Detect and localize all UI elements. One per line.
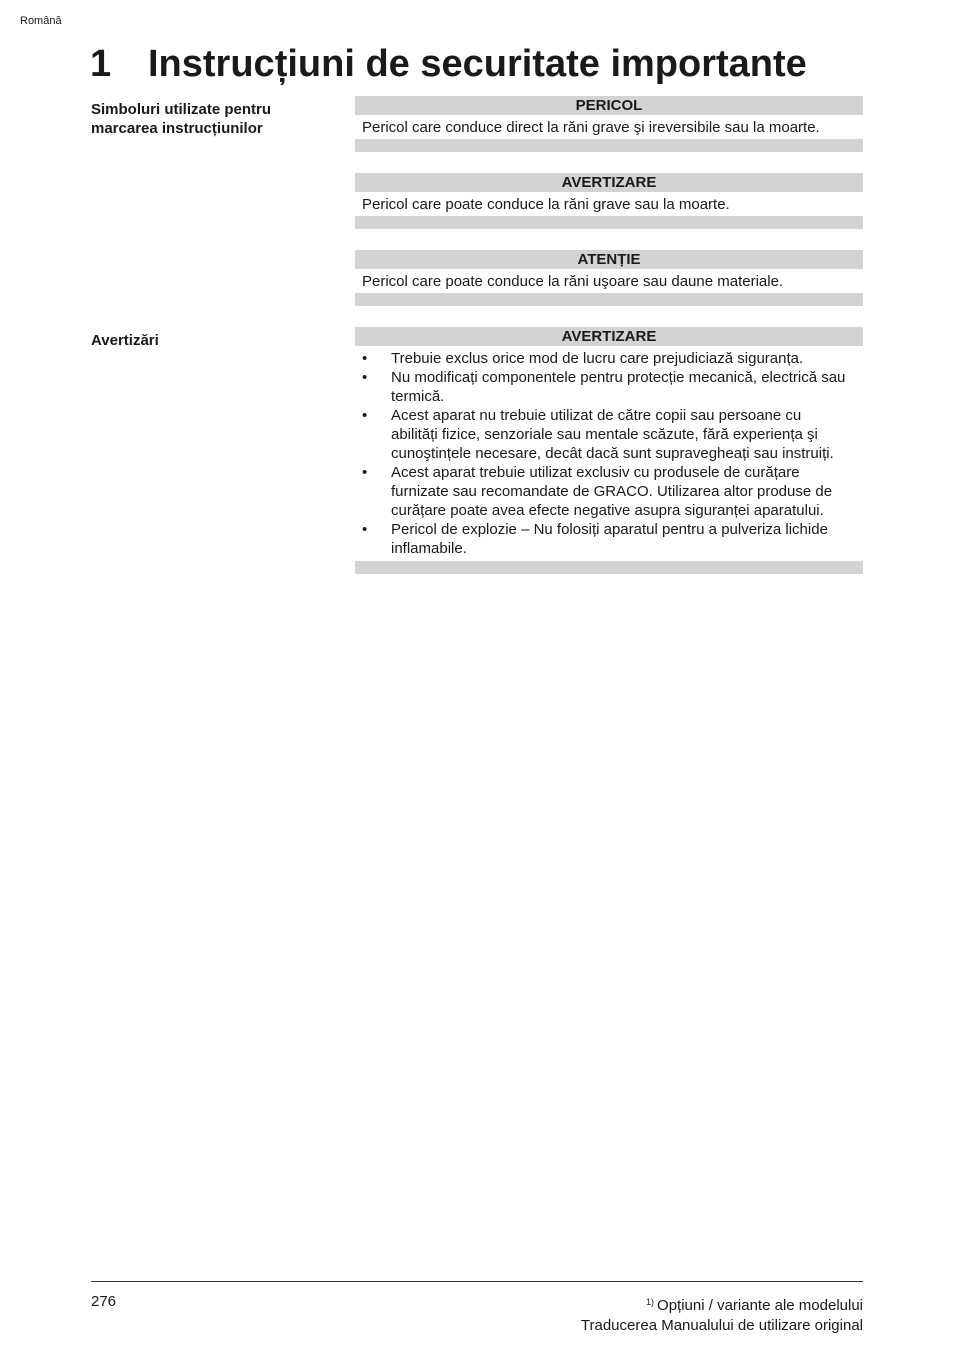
symbols-label: Simboluri utilizate pentru marcarea instrucțiunilor (91, 101, 272, 137)
warnings-list (355, 346, 863, 561)
box-footer-bar (355, 293, 863, 306)
bullet-icon: • (362, 369, 368, 386)
warnings-label: Avertizări (91, 332, 159, 349)
box-footer-bar (355, 561, 863, 574)
box-footer-bar (355, 139, 863, 152)
warnings-heading: AVERTIZARE (355, 327, 863, 346)
caution-heading: ATENȚIE (355, 250, 863, 269)
danger-box (355, 96, 863, 152)
danger-text: Pericol care conduce direct la răni grave şi ireversibile sau la moarte. (362, 119, 820, 136)
translation-note: Traducerea Manualului de utilizare original (580, 1317, 863, 1334)
list-item: • Trebuie exclus orice mod de lucru care prejudiciază siguranța. (362, 350, 804, 367)
footnote-mark: 1) (646, 1297, 655, 1307)
warning-text: Pericol care poate conduce la răni grave sau la moarte. (362, 196, 730, 213)
list-item: • Acest aparat trebuie utilizat exclusiv cu produsele de curățare furnizate sau recomandate de GRACO. Utilizarea altor produse de curățare poate avea efecte negative asupra siguranței aparatului. (362, 464, 833, 519)
caution-box (355, 250, 863, 306)
footer-divider (91, 1281, 863, 1282)
page-number: 276 (91, 1293, 117, 1310)
list-item: • Nu modificați componentele pentru protecție mecanică, electrică sau termică. (362, 369, 846, 405)
bullet-icon: • (362, 350, 368, 367)
box-footer-bar (355, 216, 863, 229)
bullet-icon: • (362, 464, 368, 481)
footer-notes (581, 1292, 863, 1336)
language-label: Română (20, 15, 62, 27)
list-item: • Acest aparat nu trebuie utilizat de către copii sau persoane cu abilități fizice, senzoriale sau mentale scăzute, fără experiența şi cunoştințele necesare, decât dacă sunt supravegheați sau instruiți. (362, 407, 834, 462)
section-number: 1 (90, 43, 112, 85)
bullet-icon: • (362, 407, 368, 424)
caution-text: Pericol care poate conduce la răni uşoare sau daune materiale. (362, 273, 784, 290)
warning-definition-box (355, 173, 863, 229)
warning-heading: AVERTIZARE (355, 173, 863, 192)
footnote-text: Opțiuni / variante ale modelului (657, 1297, 863, 1314)
bullet-icon: • (362, 521, 368, 538)
section-title: Instrucțiuni de securitate importante (148, 43, 807, 85)
list-item: • Pericol de explozie – Nu folosiți aparatul pentru a pulveriza lichide inflamabile. (362, 521, 828, 557)
warnings-box (355, 327, 863, 574)
page-title (90, 40, 807, 88)
danger-heading: PERICOL (355, 96, 863, 115)
